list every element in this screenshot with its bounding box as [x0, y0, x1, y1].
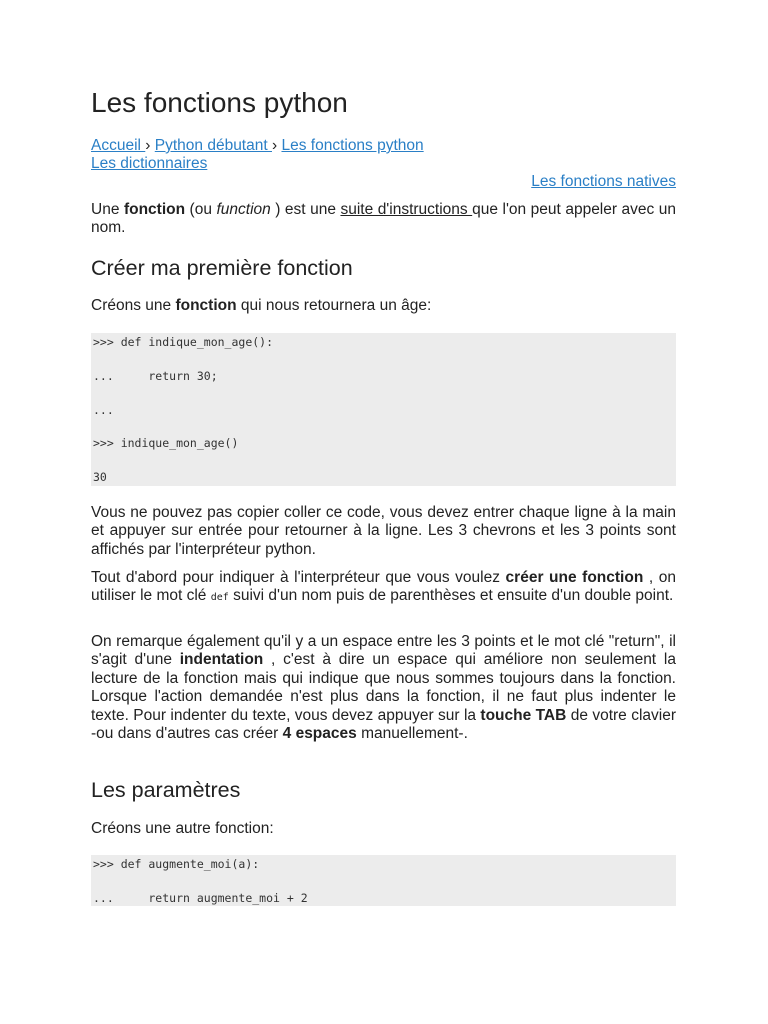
paragraph-bold-term: touche TAB	[480, 706, 567, 724]
lead-text: qui nous retournera un âge:	[236, 297, 432, 314]
next-page-link[interactable]: Les fonctions natives	[531, 173, 676, 190]
intro-text: ) est une	[270, 201, 341, 218]
paragraph-bold-term: créer une fonction	[505, 569, 644, 586]
page-title: Les fonctions python	[91, 87, 348, 118]
breadcrumb-separator: ›	[271, 137, 278, 154]
paragraph-text: , on utiliser le mot clé	[91, 569, 676, 605]
paragraph-bold-term: indentation	[179, 651, 264, 669]
lead-text: Créons une	[91, 297, 176, 314]
code-line: ... return 30;	[93, 369, 218, 383]
intro-bold-term: fonction	[123, 201, 186, 218]
paragraph-text: Tout d'abord pour indiquer à l'interpréteur que vous voulez	[91, 569, 506, 586]
paragraph-text: de votre clavier -ou dans d'autres cas créer	[91, 706, 676, 743]
lead-bold-term: fonction	[175, 297, 237, 314]
breadcrumb-current-link[interactable]: Les fonctions python	[281, 137, 424, 154]
section1-paragraph-1: Vous ne pouvez pas copier coller ce code, vous devez entrer chaque ligne à la main et appuyer sur entrée pour retourner à la ligne. Les 3 chevrons et les 3 points sont affichés par l'interpréteur python.	[91, 504, 676, 558]
section1-paragraph-2	[91, 569, 676, 608]
code-line: >>> def augmente_moi(a):	[93, 857, 260, 871]
paragraph-text: , c'est à dire un espace qui améliore non seulement la lecture de la fonction mais qui indique que nous sommes toujours dans la fonction. Lorsque l'action demandée n'est plus dans la fonction, il ne faut plus indenter le texte. Pour indenter du texte, vous devez appuyer sur la	[91, 651, 676, 724]
breadcrumb	[91, 137, 424, 155]
prev-page-link[interactable]: Les dictionnaires	[91, 155, 208, 172]
intro-text: que l'on peut appeler avec un nom.	[91, 201, 677, 237]
code-line: >>> def indique_mon_age():	[93, 335, 274, 349]
intro-text: (ou	[185, 201, 217, 218]
intro-paragraph	[91, 201, 676, 238]
code-line: ... return augmente_moi + 2	[93, 891, 308, 905]
code-line: >>> indique_mon_age()	[93, 436, 239, 450]
paragraph-text: suivi d'un nom puis de parenthèses et ensuite d'un double point.	[228, 587, 674, 605]
section1-paragraph-3	[91, 633, 676, 743]
intro-italic-term: function	[216, 201, 271, 218]
breadcrumb-separator: ›	[145, 137, 151, 154]
code-block-indique-mon-age	[91, 333, 676, 486]
paragraph-text: manuellement-.	[356, 725, 468, 743]
paragraph-bold-term: 4 espaces	[282, 725, 357, 743]
intro-text: Une	[91, 201, 124, 218]
code-line: ...	[93, 403, 114, 417]
section2-lead: Créons une autre fonction:	[91, 820, 274, 837]
section-heading-parameters: Les paramètres	[91, 778, 241, 802]
prev-page-nav	[91, 155, 207, 173]
breadcrumb-home-link[interactable]: Accueil	[91, 137, 146, 154]
section1-lead	[91, 297, 676, 315]
next-page-nav	[531, 173, 676, 191]
section-heading-first-function: Créer ma première fonction	[91, 256, 353, 280]
code-line: 30	[93, 470, 107, 484]
inline-code-keyword: def	[210, 592, 229, 604]
intro-underlined-term: suite d'instructions	[340, 201, 473, 218]
code-block-augmente-moi	[91, 855, 676, 906]
paragraph-text: On remarque également qu'il y a un espace entre les 3 points et le mot clé "return", il s'agit d'une	[91, 633, 676, 669]
breadcrumb-beginner-link[interactable]: Python débutant	[154, 137, 272, 154]
